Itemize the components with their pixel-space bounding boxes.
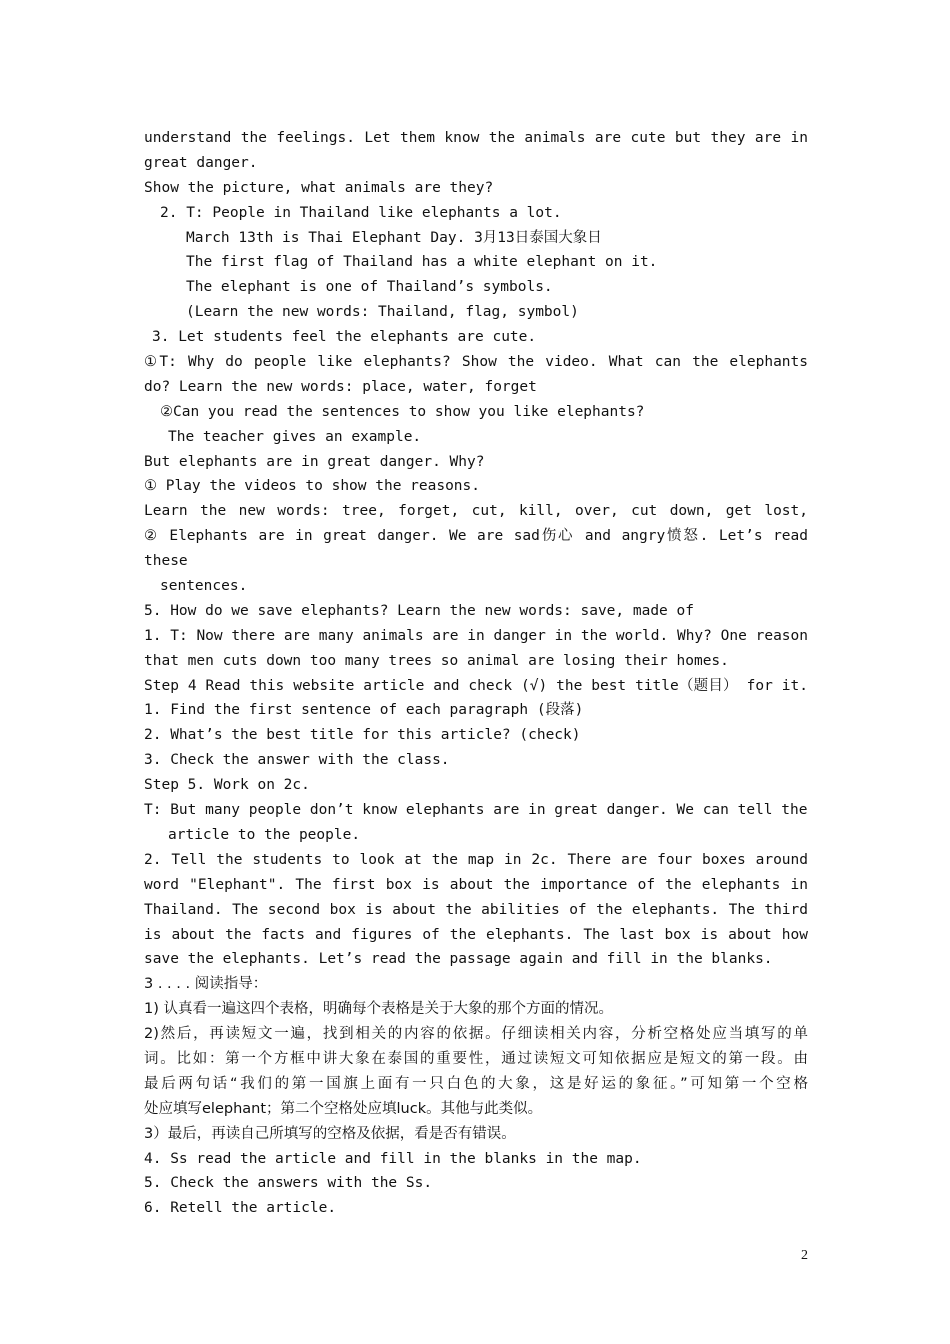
text-line: 3 . . . . 阅读指导：	[144, 976, 268, 993]
text-line: March 13th is Thai Elephant Day. 3月13日泰国大象日	[186, 229, 602, 246]
text-line: 4. Ss read the article and fill in the blanks in the map.	[144, 1150, 642, 1167]
text-line: 最后两句话“我们的第一国旗上面有一只白色的大象，这是好运的象征。”可知第一个空格	[144, 1075, 808, 1092]
text-line: these	[144, 553, 188, 570]
text-line: 2. T: People in Thailand like elephants a lot.	[160, 204, 562, 221]
text-line: The elephant is one of Thailand’s symbols.	[186, 279, 553, 296]
text-line: that men cuts down too many trees so animal are losing their homes.	[144, 652, 729, 669]
text-line: T: But many people don’t know elephants are in great danger. We can tell the	[144, 802, 808, 819]
text-line: Step 5. Work on 2c.	[144, 777, 310, 794]
text-line: 处应填写elephant；第二个空格处应填luck。其他与此类似。	[144, 1100, 543, 1117]
text-line: Step 4 Read this website article and check (√) the best title（题目） for it.	[144, 677, 808, 694]
text-line: 3. Check the answer with the class.	[144, 752, 450, 769]
text-line: (Learn the new words: Thailand, flag, symbol)	[186, 304, 579, 321]
text-line: But elephants are in great danger. Why?	[144, 453, 485, 470]
text-line: 1. Find the first sentence of each paragraph (段落)	[144, 702, 584, 719]
text-line: ②Can you read the sentences to show you like elephants?	[160, 403, 645, 420]
text-line: 6. Retell the article.	[144, 1200, 337, 1217]
text-line: word "Elephant". The first box is about the importance of the elephants in	[144, 876, 808, 893]
text-line: article to the people.	[168, 826, 361, 843]
text-line: 3）最后，再读自己所填写的空格及依据，看是否有错误。	[144, 1125, 516, 1142]
text-line: do? Learn the new words: place, water, forget	[144, 378, 537, 395]
text-line: ② Elephants are in great danger. We are sad伤心 and angry愤怒. Let’s read	[144, 528, 808, 545]
text-line: 3. Let students feel the elephants are cute.	[152, 329, 537, 346]
text-line: The first flag of Thailand has a white elephant on it.	[186, 254, 658, 271]
page-number: 2	[801, 1248, 808, 1263]
text-line: 2)然后，再读短文一遍，找到相关的内容的依据。仔细读相关内容，分析空格处应当填写的单	[144, 1026, 808, 1043]
text-line: ① Play the videos to show the reasons.	[144, 478, 480, 495]
text-line: Show the picture, what animals are they?	[144, 179, 494, 196]
text-line: 2. What’s the best title for this article? (check)	[144, 727, 581, 744]
text-line: 1. T: Now there are many animals are in danger in the world. Why? One reason	[144, 627, 808, 644]
text-line: sentences.	[160, 578, 248, 595]
text-line: 2. Tell the students to look at the map in 2c. There are four boxes around	[144, 851, 808, 868]
text-line: is about the facts and figures of the elephants. The last box is about how	[144, 926, 808, 943]
text-line: 词。比如：第一个方框中讲大象在泰国的重要性，通过读短文可知依据应是短文的第一段。由	[144, 1050, 808, 1067]
text-line: 5. Check the answers with the Ss.	[144, 1175, 433, 1192]
text-line: understand the feelings. Let them know the animals are cute but they are in	[144, 130, 808, 146]
text-line: 5. How do we save elephants? Learn the new words: save, made of	[144, 602, 694, 619]
text-line: The teacher gives an example.	[168, 428, 422, 445]
text-line: save the elephants. Let’s read the passage again and fill in the blanks.	[144, 951, 773, 968]
text-line: great danger.	[144, 154, 258, 171]
text-line: Thailand. The second box is about the abilities of the elephants. The third	[144, 901, 808, 918]
body-text	[144, 126, 808, 1221]
text-line: 1) 认真看一遍这四个表格，明确每个表格是关于大象的那个方面的情况。	[144, 1001, 613, 1018]
text-line: ①T: Why do people like elephants? Show the video. What can the elephants	[144, 354, 808, 371]
text-line: Learn the new words: tree, forget, cut, kill, over, cut down, get lost,	[144, 503, 808, 520]
